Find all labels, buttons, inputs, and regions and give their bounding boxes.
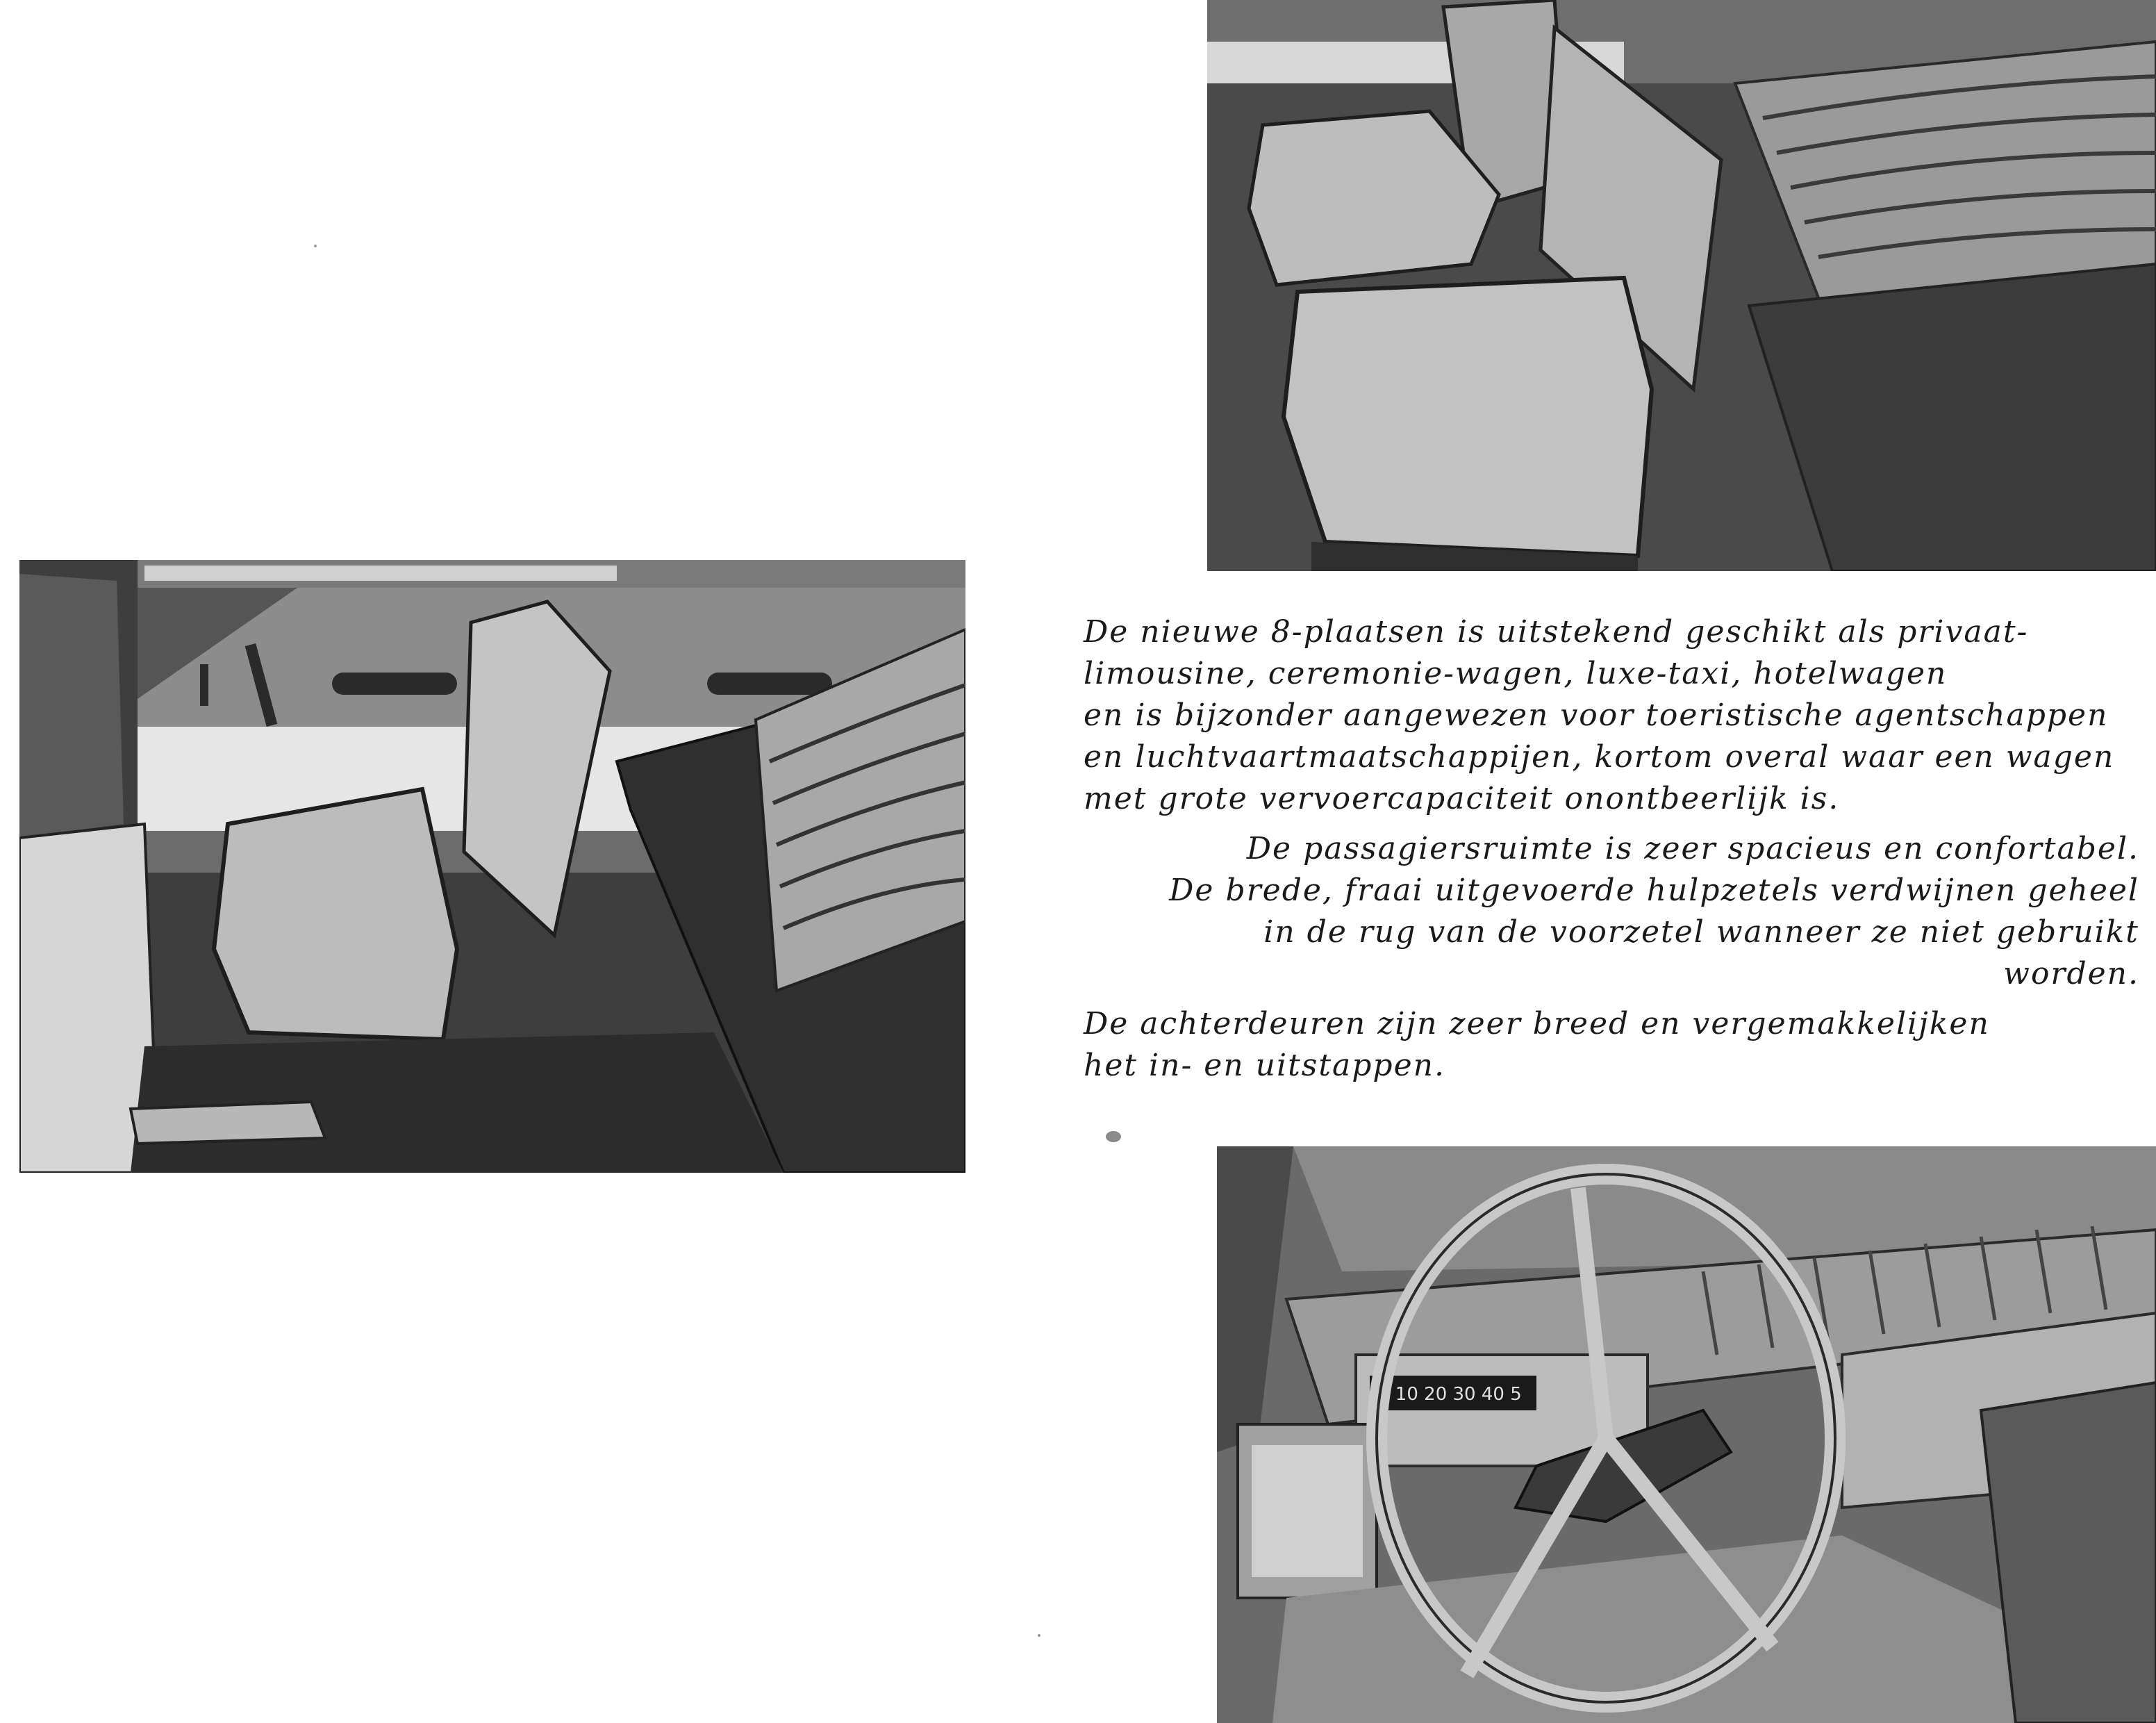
text-line: De achterdeuren zijn zeer breed en vergemakkelijken <box>1084 1006 1990 1041</box>
text-line: en is bijzonder aangewezen voor toeristische agentschappen <box>1084 698 2109 733</box>
paragraph-rear-doors <box>1084 1003 2139 1087</box>
text-line: in de rug van de voorzetel wanneer ze niet gebruikt <box>1263 914 2139 950</box>
description-text-block <box>1084 611 2139 1095</box>
text-line: limousine, ceremonie-wagen, luxe-taxi, hotelwagen <box>1084 656 1948 691</box>
dashboard-steering-wheel-illustration <box>1217 1146 2156 1723</box>
paragraph-intended-uses <box>1084 611 2139 820</box>
rear-compartment-illustration <box>19 560 965 1173</box>
text-line: De nieuwe 8-plaatsen is uitstekend geschikt als privaat- <box>1084 614 2029 650</box>
folding-seats-illustration <box>1207 0 2156 571</box>
paragraph-passenger-space <box>1084 828 2139 995</box>
text-line: De passagiersruimte is zeer spacieus en confortabel. <box>1246 831 2139 866</box>
print-speck <box>1106 1131 1121 1142</box>
text-line: en luchtvaartmaatschappijen, kortom overal waar een wagen <box>1084 739 2115 775</box>
text-line: De brede, fraai uitgevoerde hulpzetels verdwijnen geheel <box>1169 873 2139 908</box>
text-line: het in- en uitstappen. <box>1084 1048 1445 1083</box>
text-line: met grote vervoercapaciteit onontbeerlijk is. <box>1084 781 1840 816</box>
print-speck <box>1038 1634 1040 1637</box>
print-speck <box>314 245 317 247</box>
text-line: worden. <box>2003 956 2139 991</box>
speedometer-scale-text: 0 10 20 30 40 5 <box>1378 1384 1522 1405</box>
